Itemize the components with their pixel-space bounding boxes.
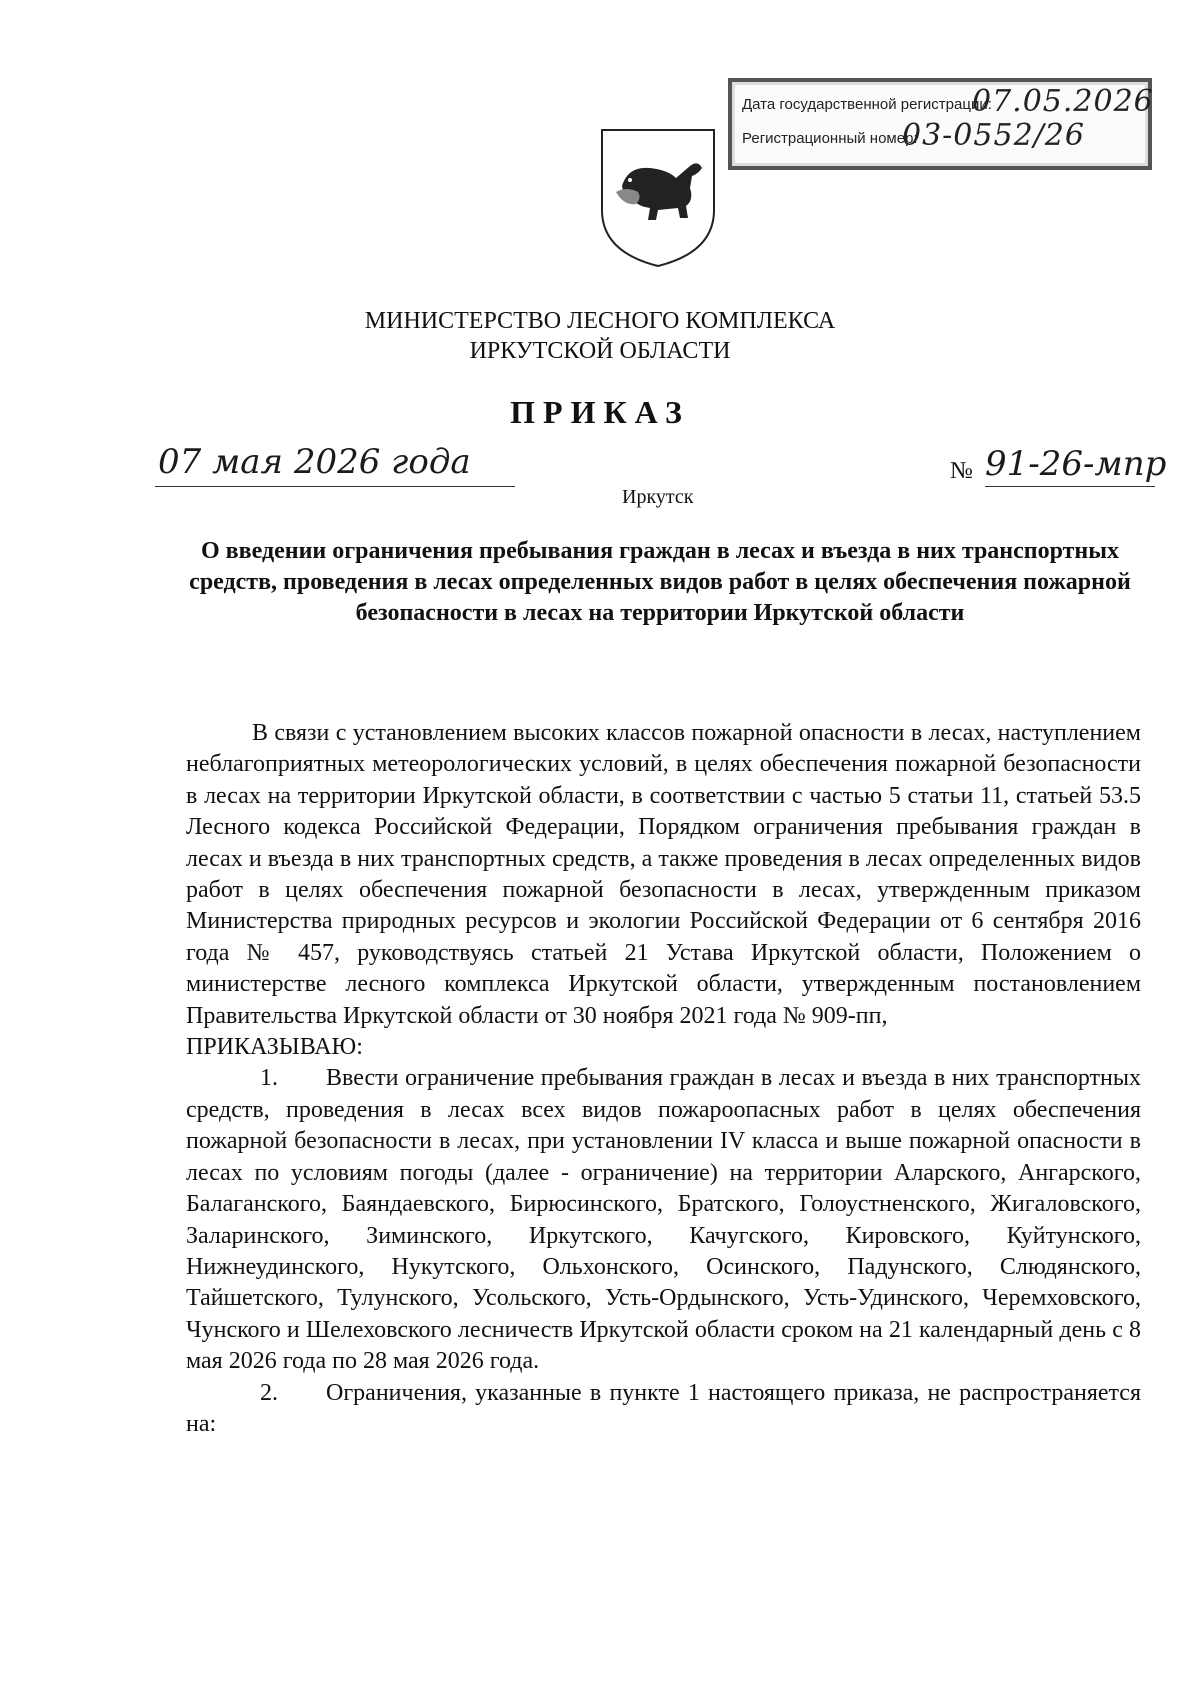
registration-stamp	[728, 78, 1152, 170]
ministry-name-line2: ИРКУТСКОЙ ОБЛАСТИ	[469, 338, 731, 364]
order-word: ПРИКАЗЫВАЮ:	[186, 1034, 363, 1061]
ministry-name-line1: МИНИСТЕРСТВО ЛЕСНОГО КОМПЛЕКСА	[364, 308, 836, 334]
preamble: В связи с установлением высоких классов пожарной опасности в лесах, наступлением неблагоприятных метеорологических условий, в целях обеспечения пожарной безопасности в лесах на территории Иркутской области, в соответствии с частью 5 статьи 11, статьей 53.5 Лесного кодекса Российской Федерации, Порядком ограничения пребывания граждан в лесах и въезда в них транспортных средств, а также проведения в лесах определенных видов работ в целях обеспечения пожарной безопасности в лесах, утвержденным приказом Министерства природных ресурсов и экологии Российской Федерации от 6 сентября 2016 года № 457, руководствуясь статьей 21 Устава Иркутской области, Положением о министерстве лесного комплекса Иркутской области, утвержденным постановлением Правительства Иркутской области от 30 ноября 2021 года № 909-пп,	[186, 720, 1141, 1029]
item-text: Ограничения, указанные в пункте 1 настоящего приказа, не распространяется на:	[186, 1379, 1141, 1437]
irkutsk-coat-of-arms-icon	[598, 126, 718, 270]
order-title: О введении ограничения пребывания граждан в лесах и въезда в них транспортных средств, проведения в лесах определенных видов работ в целях обеспечения пожарной безопасности в лесах на территории Иркутской области	[189, 538, 1131, 626]
reg-date-label: Дата государственной регистрации:	[742, 96, 992, 113]
number-underline	[985, 486, 1155, 487]
reg-number-label: Регистрационный номер:	[742, 130, 918, 147]
order-item-1	[186, 1063, 1141, 1377]
reg-number-value: 03-0552/26	[902, 118, 1085, 153]
order-number: 91-26-мпр	[985, 444, 1167, 484]
document-type: ПРИКАЗ	[510, 394, 690, 430]
city: Иркутск	[622, 486, 694, 508]
order-item-2	[186, 1378, 1141, 1441]
reg-date-value: 07.05.2026	[972, 84, 1154, 119]
date-underline	[155, 486, 515, 487]
order-body	[186, 718, 1141, 1440]
item-number: 1.	[260, 1065, 278, 1092]
item-text: Ввести ограничение пребывания граждан в лесах и въезда в них транспортных средств, проведения в лесах всех видов пожароопасных работ в целях обеспечения пожарной безопасности в лесах, при установлении IV класса и выше пожарной опасности в лесах по условиям погоды (далее - ограничение) на территории Аларского, Ангарского, Балаганского, Баяндаевского, Бирюсинского, Братского, Голоустненского, Жигаловского, Заларинского, Зиминского, Иркутского, Качугского, Кировского, Куйтунского, Нижнеудинского, Нукутского, Ольхонского, Осинского, Падунского, Слюдянского, Тайшетского, Тулунского, Усольского, Усть-Ордынского, Усть-Удинского, Черемховского, Чунского и Шелеховского лесничеств Иркутской области сроком на 21 календарный день с 8 мая 2026 года по 28 мая 2026 года.	[186, 1065, 1141, 1375]
number-sign: №	[950, 458, 973, 484]
item-number: 2.	[260, 1379, 278, 1406]
order-date: 07 мая 2026 года	[158, 442, 471, 482]
